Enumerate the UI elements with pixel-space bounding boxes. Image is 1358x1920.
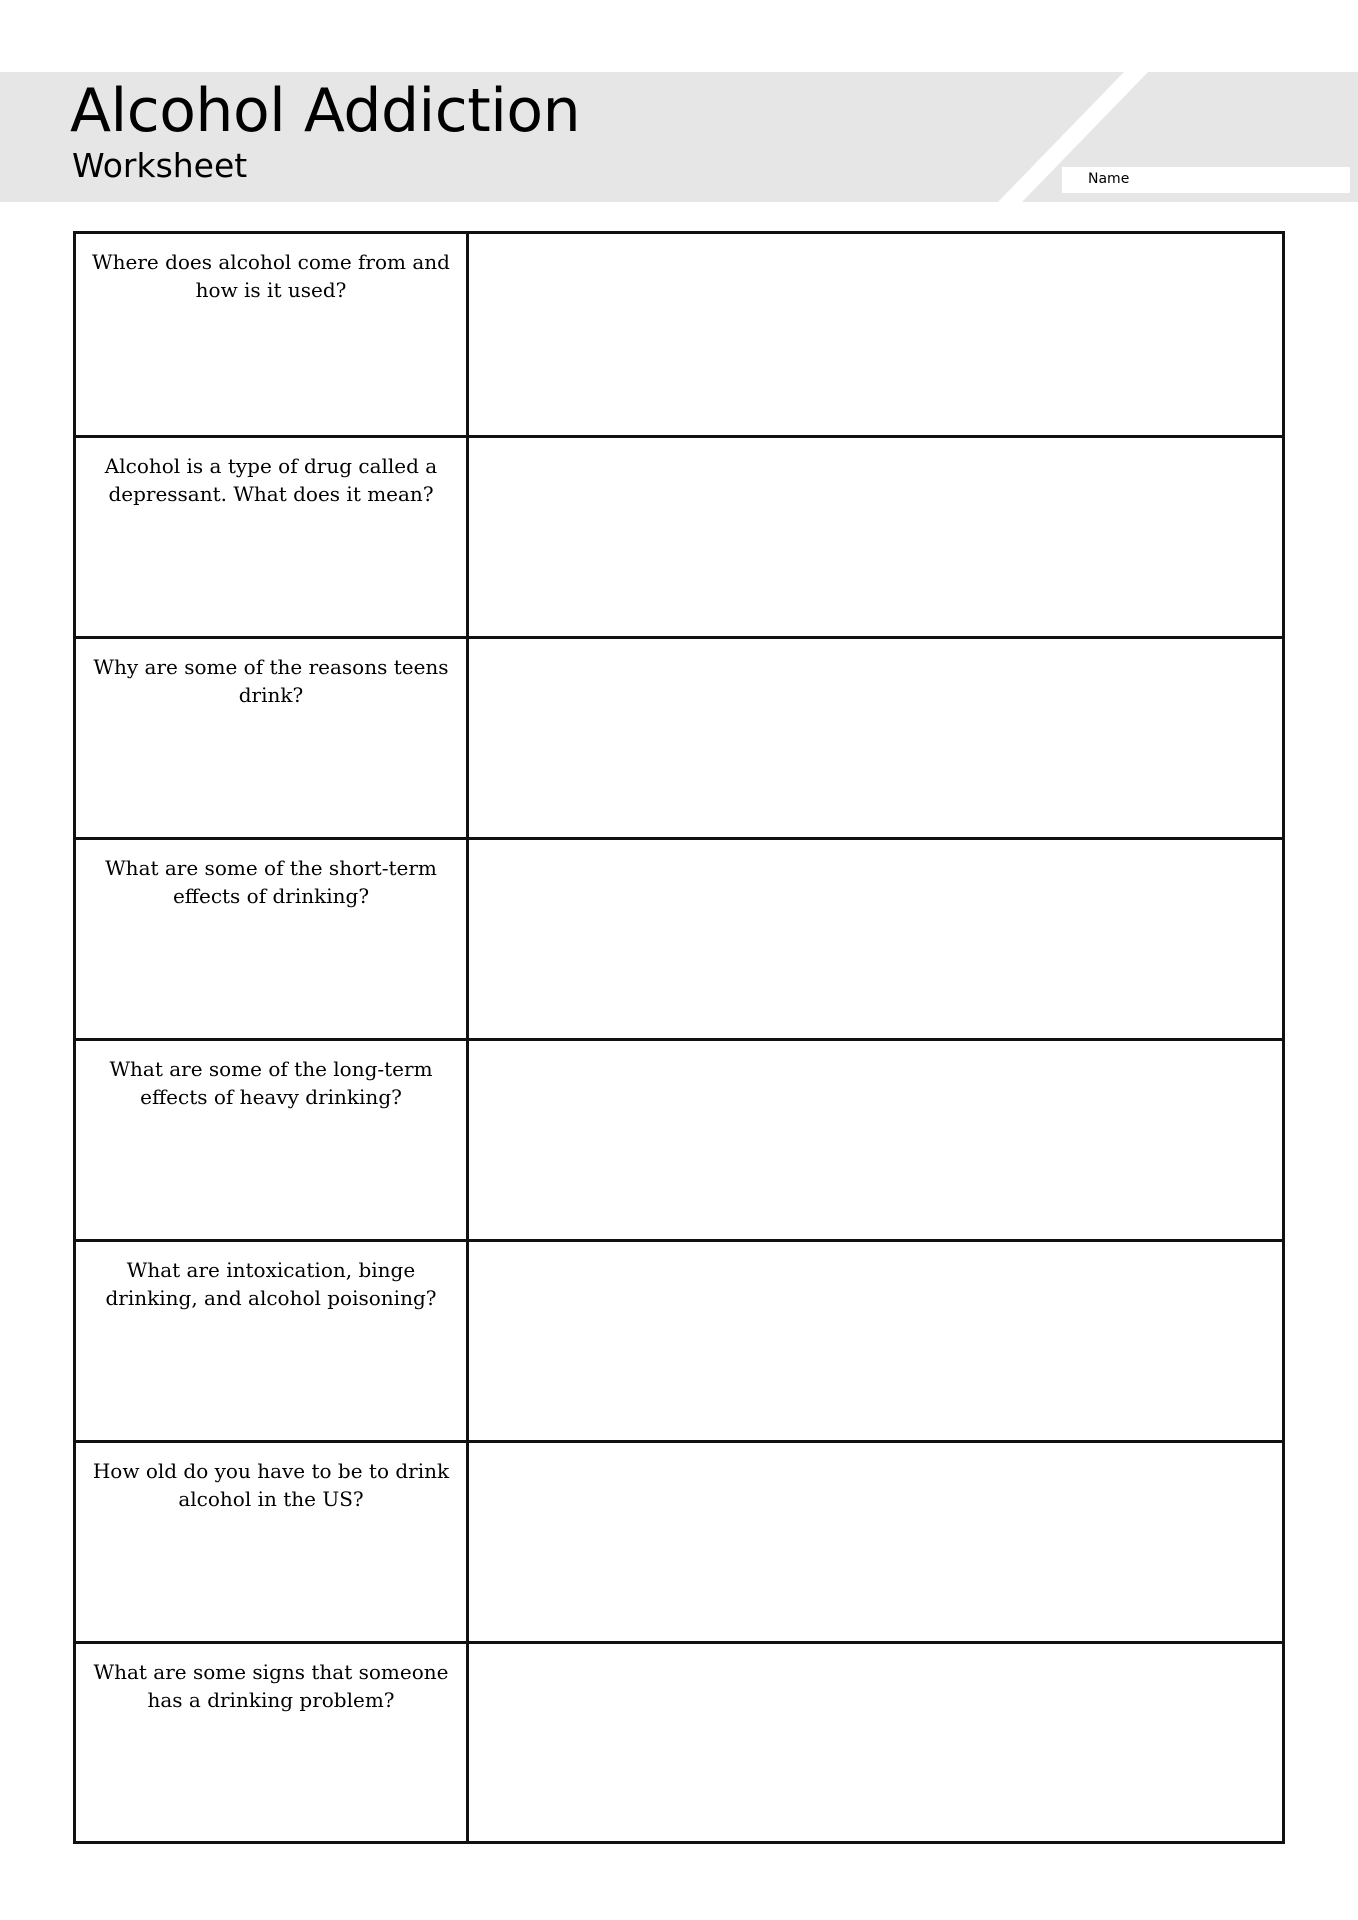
table-row	[76, 837, 1282, 1038]
question-cell: Alcohol is a type of drug called a depressant. What does it mean?	[104, 454, 438, 506]
answer-cell[interactable]	[467, 1443, 1282, 1641]
answer-cell[interactable]	[467, 234, 1282, 435]
answer-cell[interactable]	[467, 1242, 1282, 1440]
question-cell: What are some of the short-term effects of drinking?	[105, 856, 437, 908]
question-cell: What are intoxication, binge drinking, and alcohol poisoning?	[105, 1258, 437, 1310]
page-subtitle: Worksheet	[72, 146, 248, 185]
answer-cell[interactable]	[467, 639, 1282, 837]
table-row	[76, 234, 1282, 435]
question-cell: What are some of the long-term effects of heavy drinking?	[109, 1057, 433, 1109]
name-field[interactable]	[1062, 167, 1350, 193]
table-row	[76, 1239, 1282, 1440]
answer-cell[interactable]	[467, 840, 1282, 1038]
table-row	[76, 1038, 1282, 1239]
worksheet-table	[73, 231, 1285, 1844]
answer-cell[interactable]	[467, 438, 1282, 636]
answer-cell[interactable]	[467, 1644, 1282, 1841]
table-row	[76, 1440, 1282, 1641]
question-cell: What are some signs that someone has a drinking problem?	[93, 1660, 449, 1712]
table-row	[76, 435, 1282, 636]
name-label: Name	[1088, 171, 1130, 187]
table-row	[76, 636, 1282, 837]
page-title: Alcohol Addiction	[70, 76, 581, 146]
answer-cell[interactable]	[467, 1041, 1282, 1239]
question-cell: How old do you have to be to drink alcohol in the US?	[92, 1459, 450, 1511]
question-cell: Where does alcohol come from and how is it used?	[92, 250, 450, 302]
question-cell: Why are some of the reasons teens drink?	[93, 655, 449, 707]
table-row	[76, 1641, 1282, 1841]
